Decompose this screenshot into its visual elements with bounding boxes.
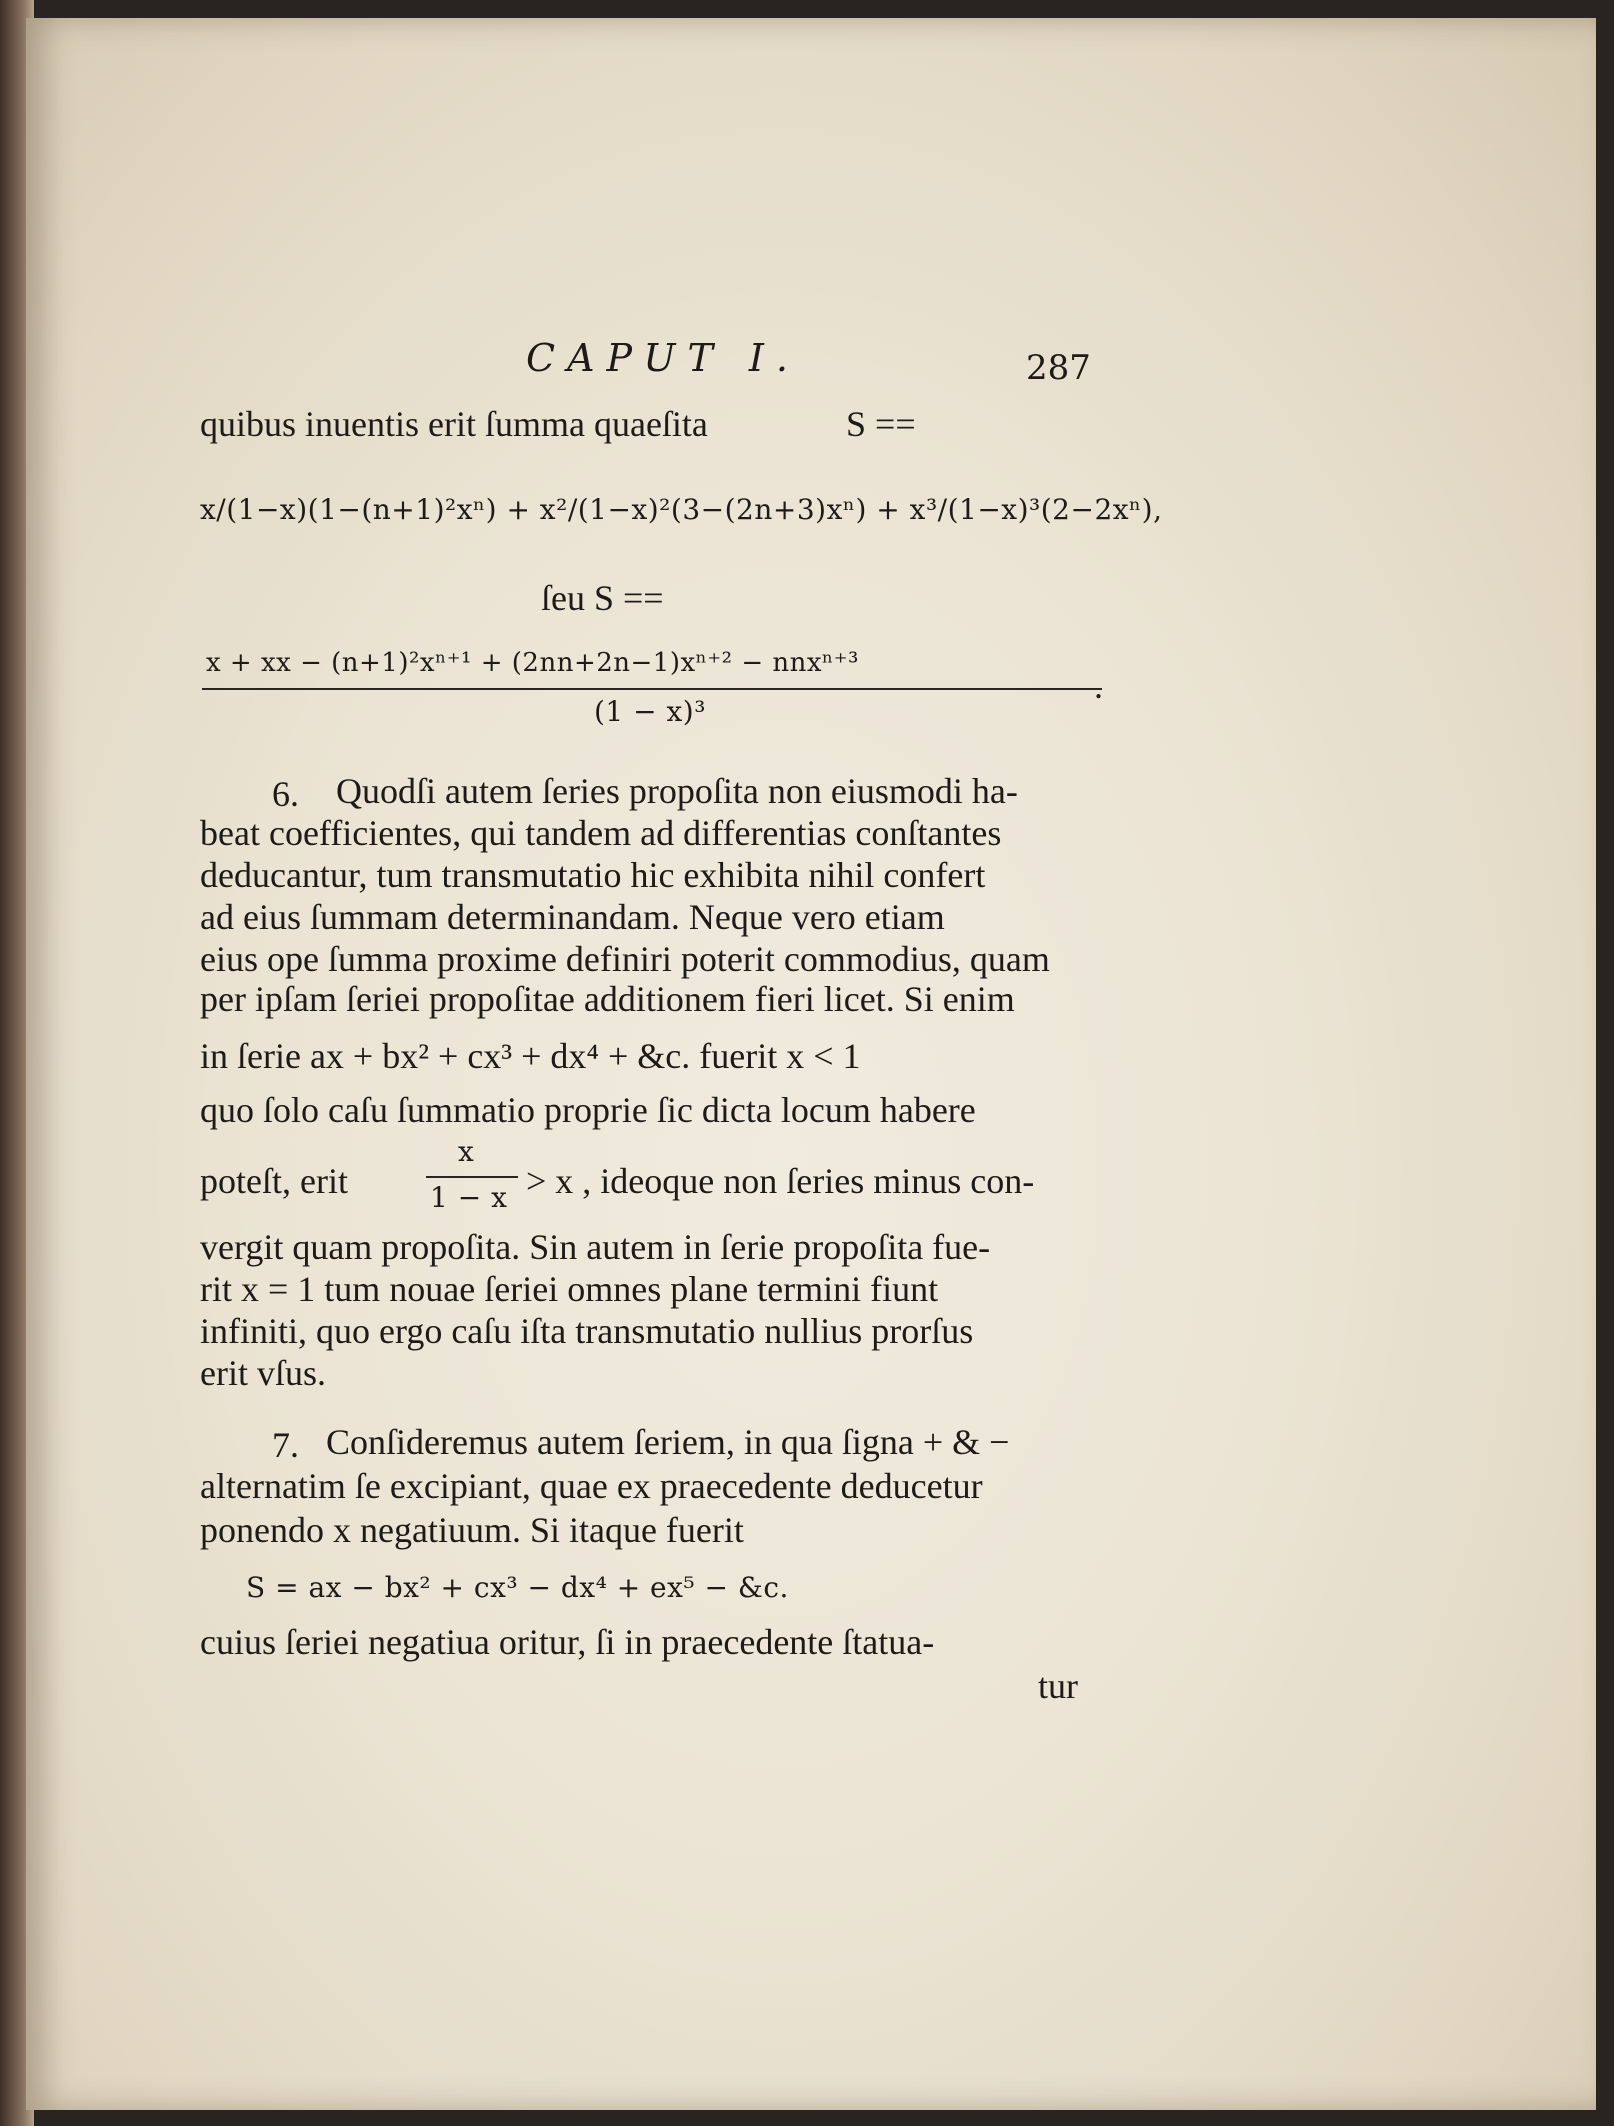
text-line: poteſt, erit [200,1161,348,1201]
text-line: > x , ideoque non ſeries minus con- [526,1161,1035,1201]
formula-denominator: (1 − x)³ [594,695,706,728]
book-page [26,18,1596,2110]
text-line: alternatim ſe excipiant, quae ex praecedente deducetur [200,1466,983,1506]
fraction-denominator: 1 − x [430,1181,508,1214]
text-line: in ſerie ax + bx² + cx³ + dx⁴ + &c. fuerit x < 1 [200,1036,861,1076]
text-line: rit x = 1 tum nouae ſeriei omnes plane termini fiunt [200,1269,939,1309]
text-line: beat coefficientes, qui tandem ad differentias conſtantes [200,813,1002,853]
fraction-bar [202,688,1102,690]
fraction-numerator: x [458,1135,475,1168]
text-line: erit vſus. [200,1353,326,1393]
text-line: Conſideremus autem ſeriem, in qua ſigna + & − [326,1422,1010,1462]
catchword: tur [1038,1666,1078,1706]
text-line: deducantur, tum transmutatio hic exhibita nihil confert [200,855,986,895]
text-line: per ipſam ſeriei propoſitae additionem fieri licet. Si enim [200,979,1015,1019]
page-number: 287 [1026,348,1091,388]
formula-period: . [1094,666,1103,706]
running-title: CAPUT I. [526,336,800,380]
formula-line: x/(1−x)(1−(n+1)²xⁿ) + x²/(1−x)²(3−(2n+3)xⁿ) + x³/(1−x)³(2−2xⁿ), [200,493,1163,526]
formula-numerator: x + xx − (n+1)²xⁿ⁺¹ + (2nn+2n−1)xⁿ⁺² − nnxⁿ⁺³ [206,648,859,678]
formula-s-equals: S == [846,404,916,444]
text-line: ſeu S == [541,578,664,618]
paragraph-number: 7. [272,1425,299,1465]
text-line: eius ope ſumma proxime definiri poterit commodius, quam [200,939,1050,979]
text-line: vergit quam propoſita. Sin autem in ſerie propoſita fue- [200,1227,991,1267]
text-line: infiniti, quo ergo caſu iſta transmutatio nullius prorſus [200,1311,974,1351]
text-line: cuius ſeriei negatiua oritur, ſi in praecedente ſtatua- [200,1622,935,1662]
paragraph-number: 6. [272,774,299,814]
text-line: ponendo x negatiuum. Si itaque fuerit [200,1510,744,1550]
formula-line: S = ax − bx² + cx³ − dx⁴ + ex⁵ − &c. [246,1571,789,1604]
text-line: ad eius ſummam determinandam. Neque vero etiam [200,897,945,937]
text-line: Quodſi autem ſeries propoſita non eiusmodi ha- [336,771,1018,811]
fraction-bar [426,1176,518,1178]
text-line: quibus inuentis erit ſumma quaeſita [200,404,708,444]
text-line: quo ſolo caſu ſummatio proprie ſic dicta locum habere [200,1090,976,1130]
